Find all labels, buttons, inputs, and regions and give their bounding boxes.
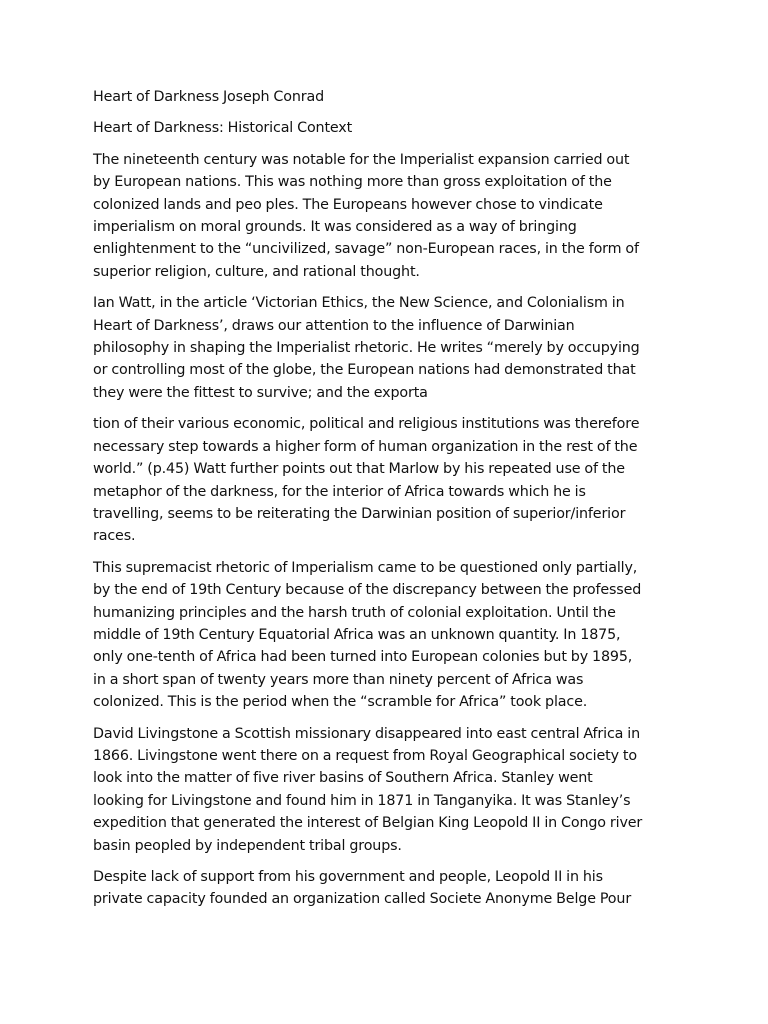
text-line: races. xyxy=(93,528,136,545)
text-line: tion of their various economic, political and religious institutions was therefore xyxy=(93,416,640,433)
text-line: by European nations. This was nothing more than gross exploitation of the xyxy=(93,174,612,191)
text-line: superior religion, culture, and rational thought. xyxy=(93,263,420,280)
document-subtitle: Heart of Darkness: Historical Context xyxy=(93,120,353,137)
paragraph-5 xyxy=(93,723,683,857)
text-line: This supremacist rhetoric of Imperialism came to be questioned only partially, xyxy=(93,559,638,576)
text-line: middle of 19th Century Equatorial Africa was an unknown quantity. In 1875, xyxy=(93,626,621,643)
text-line: Heart of Darkness’, draws our attention to the influence of Darwinian xyxy=(93,317,575,334)
text-line: necessary step towards a higher form of human organization in the rest of the xyxy=(93,438,638,455)
text-line: basin peopled by independent tribal groups. xyxy=(93,837,402,854)
text-line: imperialism on moral grounds. It was considered as a way of bringing xyxy=(93,219,577,236)
text-line: world.” (p.45) Watt further points out that Marlow by his repeated use of the xyxy=(93,461,625,478)
text-line: look into the matter of five river basins of Southern Africa. Stanley went xyxy=(93,770,593,787)
paragraph-2 xyxy=(93,292,683,404)
text-line: colonized. This is the period when the “scramble for Africa” took place. xyxy=(93,694,588,711)
text-line: only one-tenth of Africa had been turned into European colonies but by 1895, xyxy=(93,649,633,666)
text-line: humanizing principles and the harsh truth of colonial exploitation. Until the xyxy=(93,604,616,621)
text-line: David Livingstone a Scottish missionary disappeared into east central Africa in xyxy=(93,725,640,742)
text-line: 1866. Livingstone went there on a request from Royal Geographical society to xyxy=(93,747,637,764)
text-line: Ian Watt, in the article ‘Victorian Ethics, the New Science, and Colonialism in xyxy=(93,295,625,312)
document-title: Heart of Darkness Joseph Conrad xyxy=(93,89,325,105)
text-line: metaphor of the darkness, for the interior of Africa towards which he is xyxy=(93,483,586,500)
document-body xyxy=(93,86,683,920)
paragraph-4 xyxy=(93,557,683,714)
text-line: philosophy in shaping the Imperialist rhetoric. He writes “merely by occupying xyxy=(93,340,640,357)
text-line: in a short span of twenty years more than ninety percent of Africa was xyxy=(93,671,584,688)
paragraph-6 xyxy=(93,866,683,911)
paragraph-3 xyxy=(93,413,683,547)
text-line: expedition that generated the interest of Belgian King Leopold II in Congo river xyxy=(93,815,643,832)
text-line: or controlling most of the globe, the European nations had demonstrated that xyxy=(93,362,636,379)
text-line: by the end of 19th Century because of the discrepancy between the professed xyxy=(93,582,642,599)
text-line: colonized lands and peo ples. The Europeans however chose to vindicate xyxy=(93,196,603,213)
text-line: looking for Livingstone and found him in 1871 in Tanganyika. It was Stanley’s xyxy=(93,792,631,809)
text-line: enlightenment to the “uncivilized, savage” non-European races, in the form of xyxy=(93,241,639,258)
text-line: private capacity founded an organization called Societe Anonyme Belge Pour xyxy=(93,891,632,908)
text-line: they were the fittest to survive; and the exporta xyxy=(93,384,428,401)
paragraph-1 xyxy=(93,149,683,283)
text-line: The nineteenth century was notable for the Imperialist expansion carried out xyxy=(93,151,630,168)
text-line: Despite lack of support from his government and people, Leopold II in his xyxy=(93,869,603,885)
text-line: travelling, seems to be reiterating the Darwinian position of superior/inferior xyxy=(93,505,626,522)
